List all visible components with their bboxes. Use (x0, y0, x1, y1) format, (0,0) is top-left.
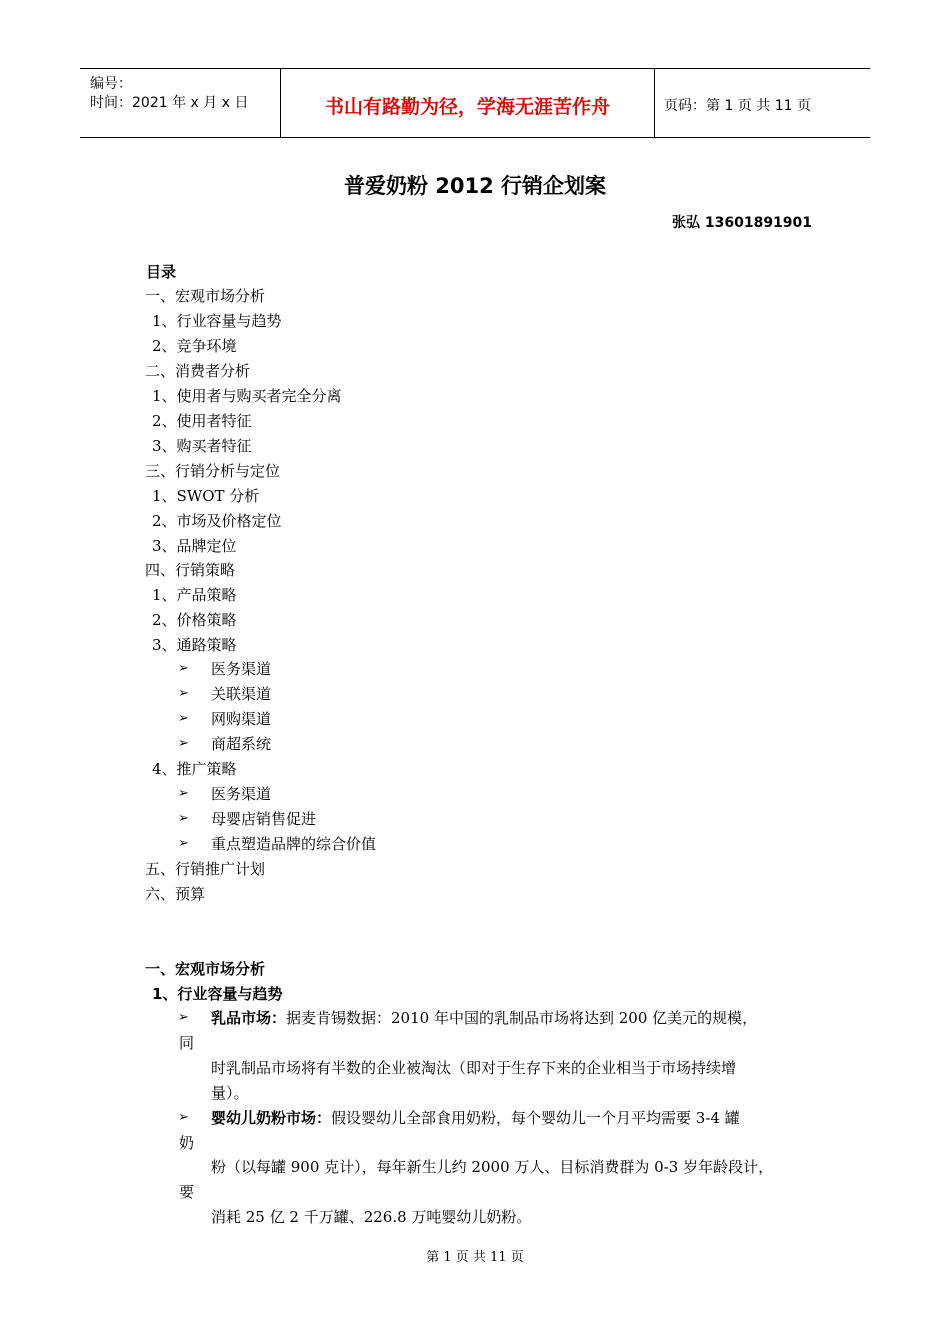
paragraph-line (211, 1108, 740, 1128)
toc-subitem: 医务渠道 (211, 785, 272, 803)
header-right-cell (654, 69, 870, 137)
page-footer: 第 1 页 共 11 页 (426, 1250, 524, 1265)
page-header (80, 68, 870, 138)
toc-item: 2、价格策略 (152, 611, 237, 629)
paragraph-line: 消耗 25 亿 2 千万罐、226.8 万吨婴幼儿奶粉。 (211, 1208, 532, 1226)
toc-item: 一、宏观市场分析 (145, 287, 266, 305)
paragraph-line: 时乳制品市场将有半数的企业被淘汰（即对于生存下来的企业相当于市场持续增 (211, 1059, 737, 1077)
header-left-cell (80, 69, 280, 137)
bullet-label: 婴幼儿奶粉市场： (211, 1109, 332, 1127)
number-label: 编号： (90, 76, 132, 92)
toc-item: 六、预算 (145, 885, 206, 903)
toc-item: 二、消费者分析 (145, 362, 251, 380)
toc-subitem: 关联渠道 (211, 685, 272, 703)
toc-item: 1、使用者与购买者完全分离 (152, 387, 342, 405)
header-motto-cell (280, 69, 655, 137)
time-label: 时间：2021 年 x 月 x 日 (90, 95, 249, 111)
page-info: 页码：第 1 页 共 11 页 (664, 98, 811, 114)
arrow-bullet-icon: ➢ (178, 736, 189, 751)
bullet-text: 据麦肯锡数据：2010 年中国的乳制品市场将达到 200 亿美元的规模， (286, 1009, 758, 1027)
paragraph-line: 粉（以每罐 900 克计），每年新生儿约 2000 万人、目标消费群为 0-3 岁年龄段计， (211, 1158, 774, 1176)
bullet-label: 乳品市场： (211, 1009, 287, 1027)
section-heading: 一、宏观市场分析 (145, 960, 266, 978)
toc-item: 3、通路策略 (152, 636, 237, 654)
toc-item: 1、行业容量与趋势 (152, 312, 282, 330)
toc-item: 4、推广策略 (152, 760, 237, 778)
toc-item: 1、产品策略 (152, 586, 237, 604)
toc-item: 2、市场及价格定位 (152, 512, 282, 530)
arrow-bullet-icon: ➢ (178, 811, 189, 826)
toc-item: 3、购买者特征 (152, 437, 252, 455)
toc-item: 2、竞争环境 (152, 337, 237, 355)
paragraph-line: 同 (179, 1034, 195, 1052)
toc-heading: 目录 (146, 263, 177, 281)
document-title: 普爱奶粉 2012 行销企划案 (343, 174, 607, 198)
arrow-bullet-icon: ➢ (178, 786, 189, 801)
arrow-bullet-icon: ➢ (178, 1110, 189, 1125)
bullet-text: 假设婴幼儿全部食用奶粉，每个婴幼儿一个月平均需要 3-4 罐 (331, 1109, 740, 1127)
toc-subitem: 网购渠道 (211, 710, 272, 728)
toc-subitem: 商超系统 (211, 735, 272, 753)
toc-subitem: 医务渠道 (211, 660, 272, 678)
arrow-bullet-icon: ➢ (178, 661, 189, 676)
arrow-bullet-icon: ➢ (178, 686, 189, 701)
toc-item: 三、行销分析与定位 (145, 462, 281, 480)
paragraph-line: 量）。 (211, 1084, 249, 1102)
subsection-heading: 1、行业容量与趋势 (152, 985, 283, 1003)
author-line: 张弘 13601891901 (672, 215, 813, 231)
arrow-bullet-icon: ➢ (178, 711, 189, 726)
arrow-bullet-icon: ➢ (178, 1010, 189, 1025)
toc-item: 1、SWOT 分析 (152, 487, 260, 505)
paragraph-line: 要 (179, 1183, 195, 1201)
toc-item: 3、品牌定位 (152, 537, 237, 555)
toc-item: 2、使用者特征 (152, 412, 252, 430)
toc-item: 四、行销策略 (145, 561, 236, 579)
paragraph-line: 奶 (179, 1134, 195, 1152)
toc-subitem: 母婴店销售促进 (211, 810, 317, 828)
toc-item: 五、行销推广计划 (145, 860, 266, 878)
arrow-bullet-icon: ➢ (178, 836, 189, 851)
motto: 书山有路勤为径，学海无涯苦作舟 (324, 96, 610, 118)
toc-subitem: 重点塑造品牌的综合价值 (211, 835, 377, 853)
paragraph-line (211, 1008, 757, 1028)
